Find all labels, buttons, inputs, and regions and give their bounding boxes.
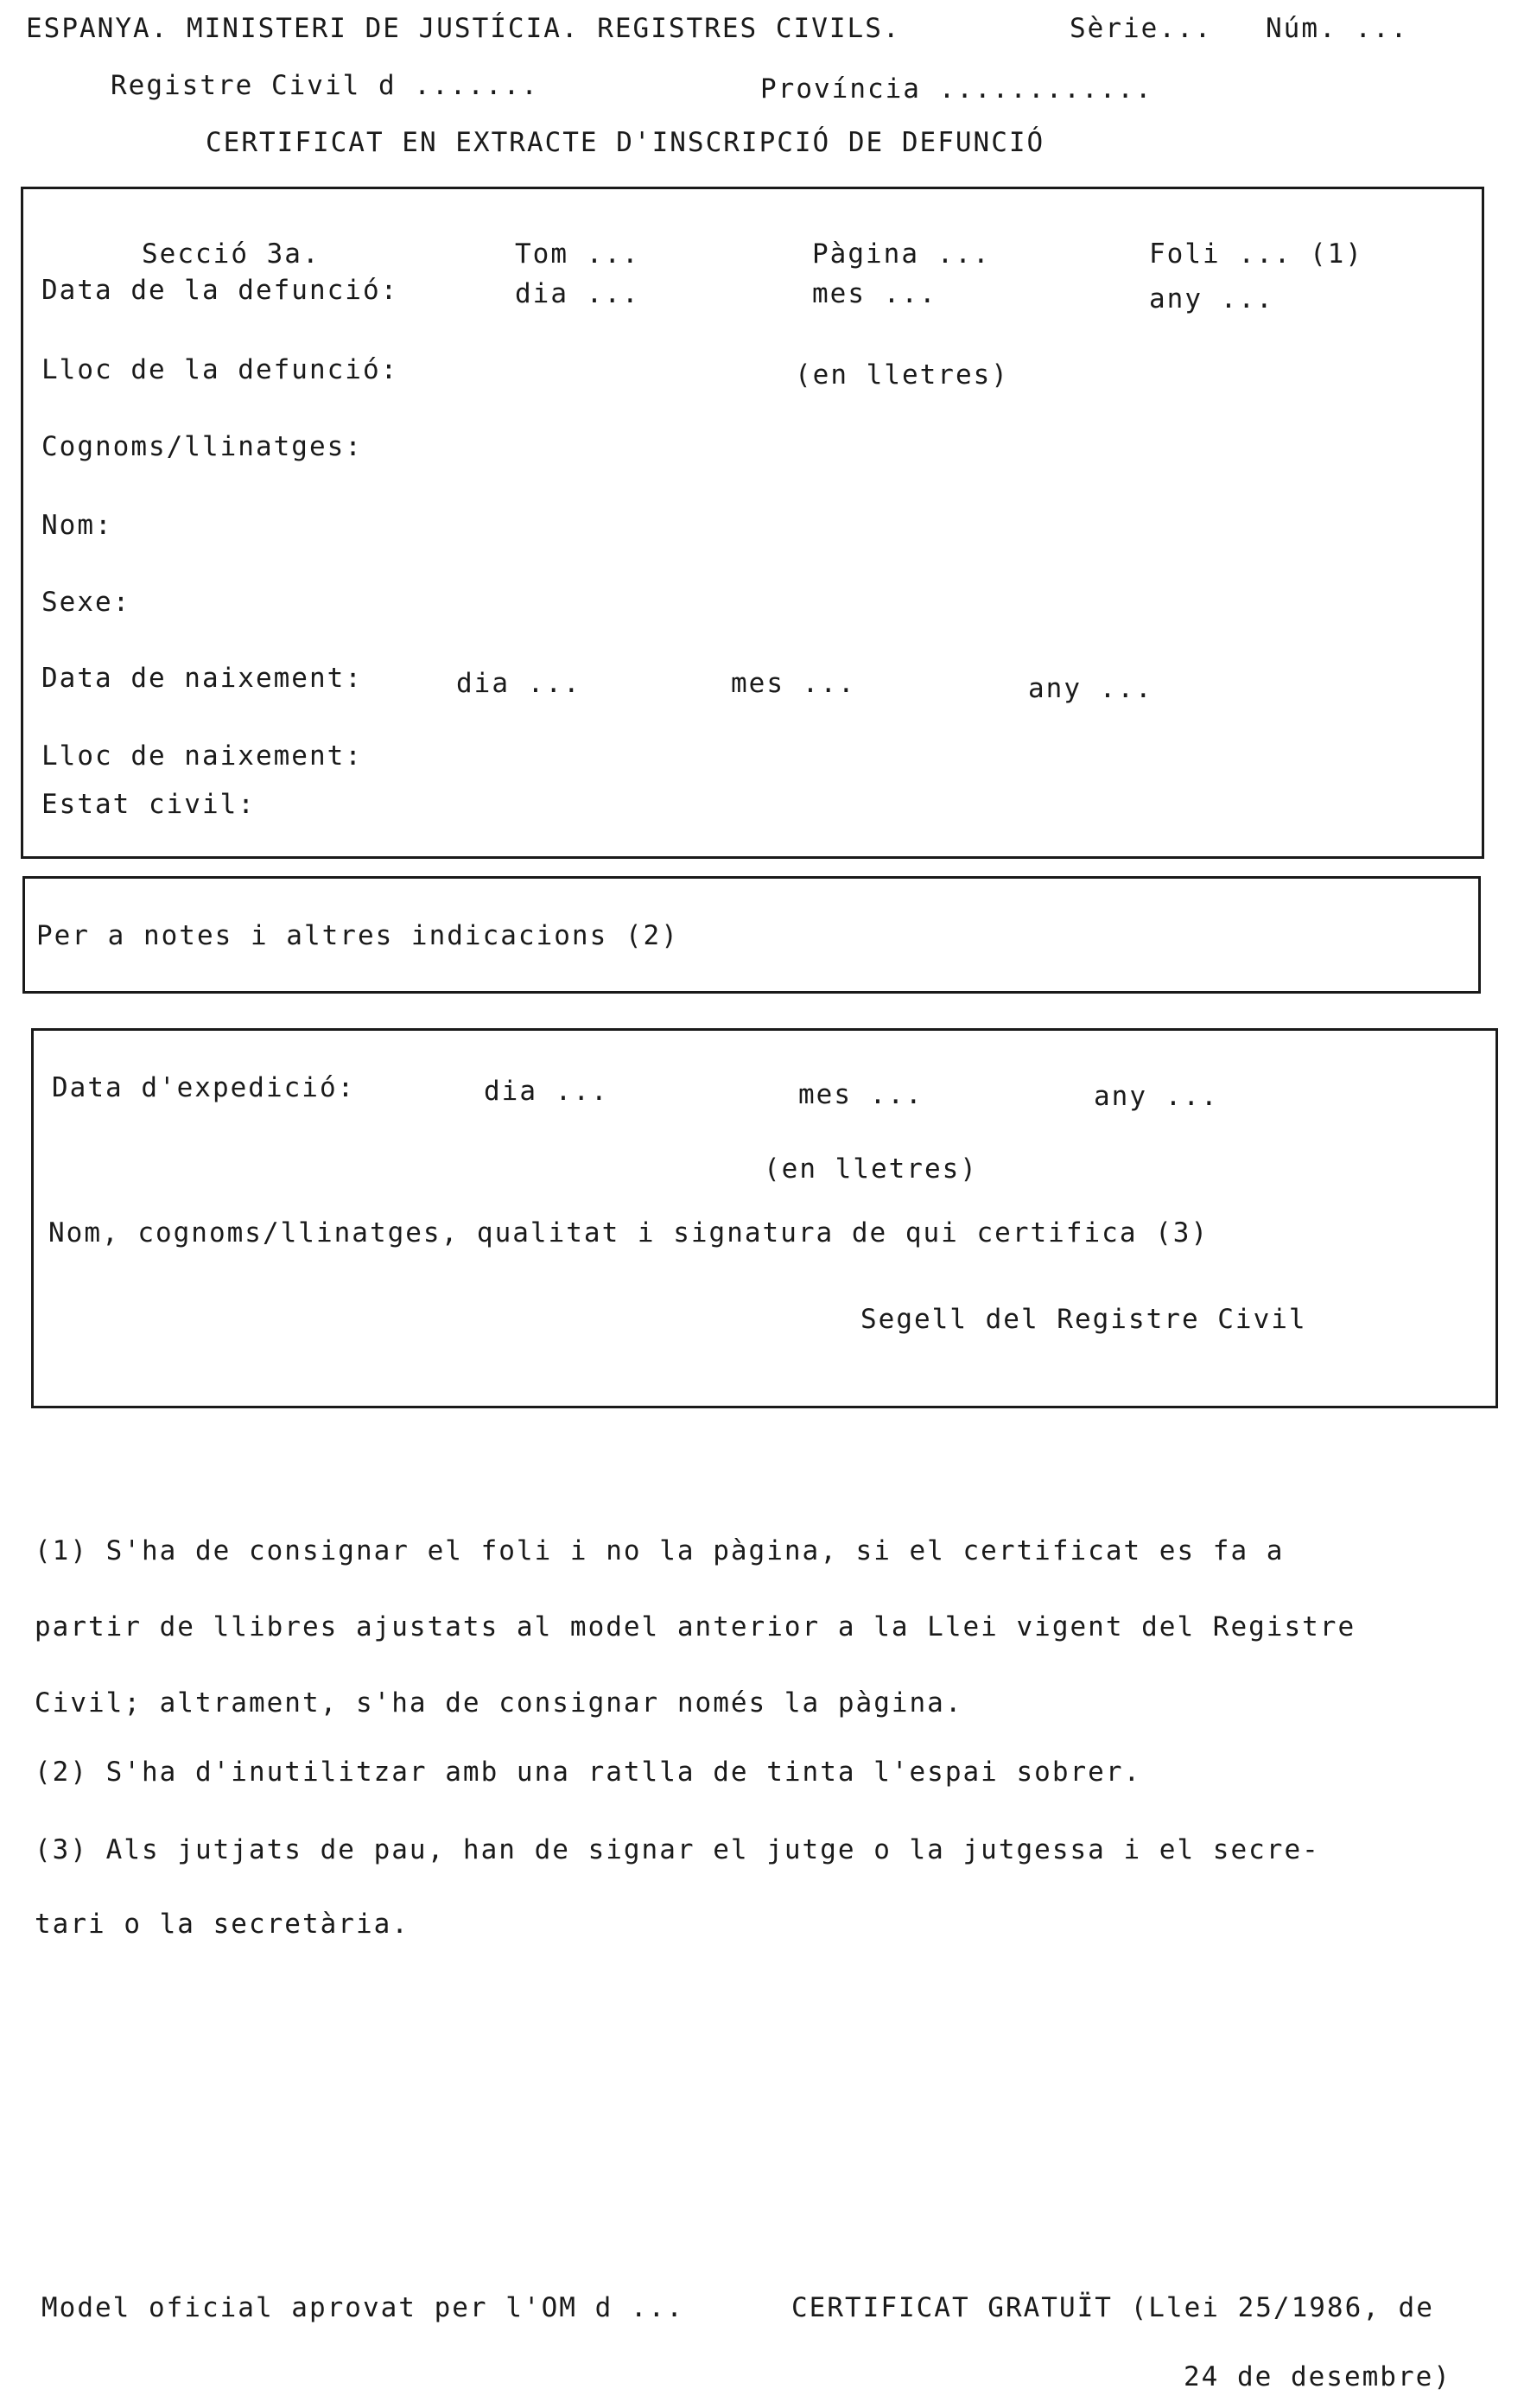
data-expedicio-label: Data d'expedició: [52,1072,356,1103]
footnote-1-line-1: (1) S'ha de consignar el foli i no la pàgina, si el certificat es fa a [35,1535,1285,1566]
expedicio-mes: mes ... [798,1079,924,1110]
naixement-mes: mes ... [731,668,856,699]
defuncio-dia: dia ... [515,278,640,309]
sexe-label: Sexe: [41,587,131,618]
footnote-1-line-3: Civil; altrament, s'ha de consignar només la pàgina. [35,1687,963,1719]
notes-label: Per a notes i altres indicacions (2) [36,920,679,951]
data-defuncio-label: Data de la defunció: [41,275,399,306]
footnote-1-line-2: partir de llibres ajustats al model anterior a la Llei vigent del Registre [35,1611,1356,1642]
lloc-defuncio-label: Lloc de la defunció: [41,354,399,385]
foli-label: Foli ... (1) [1149,238,1363,270]
footnote-3-line-1: (3) Als jutjats de pau, han de signar el jutge o la jutgessa i el secre- [35,1834,1320,1865]
expedicio-any: any ... [1094,1081,1219,1112]
data-naixement-label: Data de naixement: [41,663,363,694]
naixement-any: any ... [1028,673,1153,704]
footer-gratuit: CERTIFICAT GRATUÏT (Llei 25/1986, de [791,2292,1434,2323]
defuncio-mes: mes ... [812,278,937,309]
naixement-dia: dia ... [456,668,581,699]
footer-date: 24 de desembre) [1184,2361,1451,2392]
header-ministry: ESPANYA. MINISTERI DE JUSTÍCIA. REGISTRES CIVILS. [26,13,901,44]
document-title: CERTIFICAT EN EXTRACTE D'INSCRIPCIÓ DE DEFUNCIÓ [206,127,1045,158]
defuncio-any: any ... [1149,283,1274,315]
signatura-label: Nom, cognoms/llinatges, qualitat i signatura de qui certifica (3) [48,1217,1210,1248]
nom-label: Nom: [41,510,113,541]
estat-civil-label: Estat civil: [41,789,256,820]
tom-label: Tom ... [515,238,640,270]
footnote-2: (2) S'ha d'inutilitzar amb una ratlla de tinta l'espai sobrer. [35,1757,1142,1788]
segell-label: Segell del Registre Civil [860,1304,1307,1335]
lloc-naixement-label: Lloc de naixement: [41,740,363,772]
header-num: Núm. ... [1266,13,1409,44]
lloc-defuncio-en-lletres: (en lletres) [795,359,1009,391]
header-provincia: Província ............ [760,73,1153,105]
pagina-label: Pàgina ... [812,238,991,270]
header-serie: Sèrie... [1070,13,1213,44]
header-registre: Registre Civil d ....... [111,70,539,101]
cognoms-label: Cognoms/llinatges: [41,431,363,462]
expedicio-en-lletres: (en lletres) [764,1153,978,1185]
footer-model: Model oficial aprovat per l'OM d ... [41,2292,684,2323]
expedicio-dia: dia ... [484,1076,609,1107]
footnote-3-line-2: tari o la secretària. [35,1909,410,1940]
seccio-label: Secció 3a. [142,238,321,270]
